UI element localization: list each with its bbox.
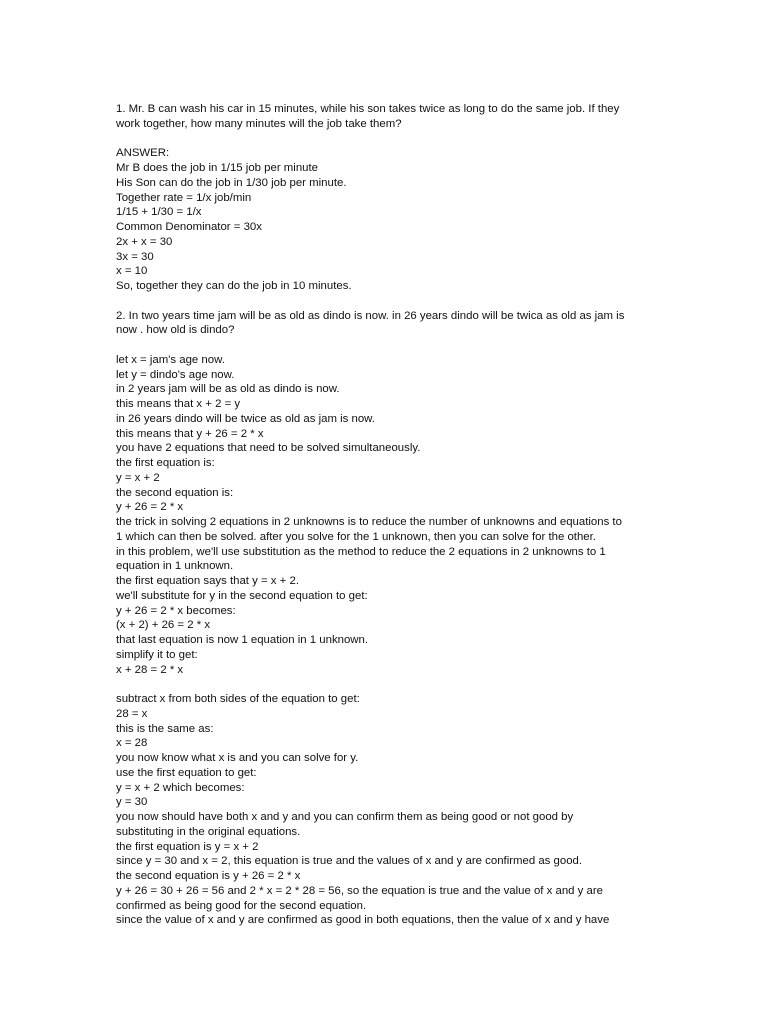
text-line: (x + 2) + 26 = 2 * x <box>116 619 211 632</box>
text-line: this means that y + 26 = 2 * x <box>116 427 264 440</box>
text-line: y + 26 = 2 * x <box>116 501 184 514</box>
blank-line <box>116 294 656 309</box>
text-line: x + 28 = 2 * x <box>116 663 184 676</box>
text-line: you now should have both x and y and you can confirm them as being good or not good by <box>116 811 574 823</box>
text-line: this means that x + 2 = y <box>116 398 241 410</box>
text-line: Common Denominator = 30x <box>116 221 262 233</box>
text-line: equation in 1 unknown. <box>116 560 234 573</box>
text-line: y = 30 <box>116 796 148 809</box>
blank-line <box>116 677 656 692</box>
text-line: the first equation is y = x + 2 <box>116 840 259 853</box>
text-line: subtract x from both sides of the equation to get: <box>116 693 360 705</box>
text-line: since y = 30 and x = 2, this equation is true and the values of x and y are confirmed as good. <box>116 855 583 868</box>
blank-line <box>116 338 656 353</box>
text-line: you now know what x is and you can solve for y. <box>116 752 359 764</box>
text-line: 1/15 + 1/30 = 1/x <box>116 206 202 219</box>
text-line: the second equation is: <box>116 486 234 499</box>
text-line: now . how old is dindo? <box>116 324 235 337</box>
text-line: we'll substitute for y in the second equation to get: <box>116 589 368 602</box>
text-line: that last equation is now 1 equation in 1 unknown. <box>116 634 369 646</box>
text-line: 2x + x = 30 <box>116 235 173 248</box>
text-line: the trick in solving 2 equations in 2 unknowns is to reduce the number of unknowns and equations to <box>116 516 622 528</box>
text-line: 1 which can then be solved. after you solve for the 1 unknown, then you can solve for the other. <box>116 530 596 543</box>
text-line: simplify it to get: <box>116 648 198 661</box>
text-line: 3x = 30 <box>116 250 154 263</box>
text-line: substituting in the original equations. <box>116 825 301 838</box>
text-line: in 2 years jam will be as old as dindo is now. <box>116 383 340 396</box>
text-line: you have 2 equations that need to be solved simultaneously. <box>116 442 421 455</box>
text-line: His Son can do the job in 1/30 job per minute. <box>116 176 347 189</box>
text-line: in this problem, we'll use substitution as the method to reduce the 2 equations in 2 unknowns to 1 <box>116 545 606 558</box>
text-line: 2. In two years time jam will be as old as dindo is now. in 26 years dindo will be twica as old as jam is <box>116 309 625 322</box>
text-line: use the first equation to get: <box>116 766 257 779</box>
text-line: let x = jam's age now. <box>116 353 225 366</box>
text-line: y + 26 = 30 + 26 = 56 and 2 * x = 2 * 28 = 56, so the equation is true and the value of x and y are <box>116 884 603 897</box>
text-line: confirmed as being good for the second equation. <box>116 899 367 912</box>
text-line: 28 = x <box>116 707 148 720</box>
text-line: this is the same as: <box>116 722 214 735</box>
text-line: Together rate = 1/x job/min <box>116 191 252 204</box>
document-page <box>116 102 656 928</box>
text-line: x = 28 <box>116 737 148 750</box>
text-line: the second equation is y + 26 = 2 * x <box>116 870 301 882</box>
text-line: Mr B does the job in 1/15 job per minute <box>116 162 318 174</box>
text-line: y + 26 = 2 * x becomes: <box>116 604 236 617</box>
text-line: 1. Mr. B can wash his car in 15 minutes, while his son takes twice as long to do the same job. If they <box>116 103 620 115</box>
text-line: in 26 years dindo will be twice as old as jam is now. <box>116 412 375 425</box>
text-line: So, together they can do the job in 10 minutes. <box>116 280 352 292</box>
text-line: the first equation is: <box>116 457 215 469</box>
text-line: y = x + 2 <box>116 471 160 484</box>
text-line: ANSWER: <box>116 147 170 160</box>
text-line: since the value of x and y are confirmed as good in both equations, then the value of x and y have <box>116 914 610 927</box>
text-line: work together, how many minutes will the job take them? <box>116 117 402 130</box>
text-line: x = 10 <box>116 265 148 278</box>
text-line: the first equation says that y = x + 2. <box>116 575 299 587</box>
blank-line <box>116 132 656 147</box>
text-line: let y = dindo's age now. <box>116 368 235 381</box>
text-line: y = x + 2 which becomes: <box>116 781 245 794</box>
